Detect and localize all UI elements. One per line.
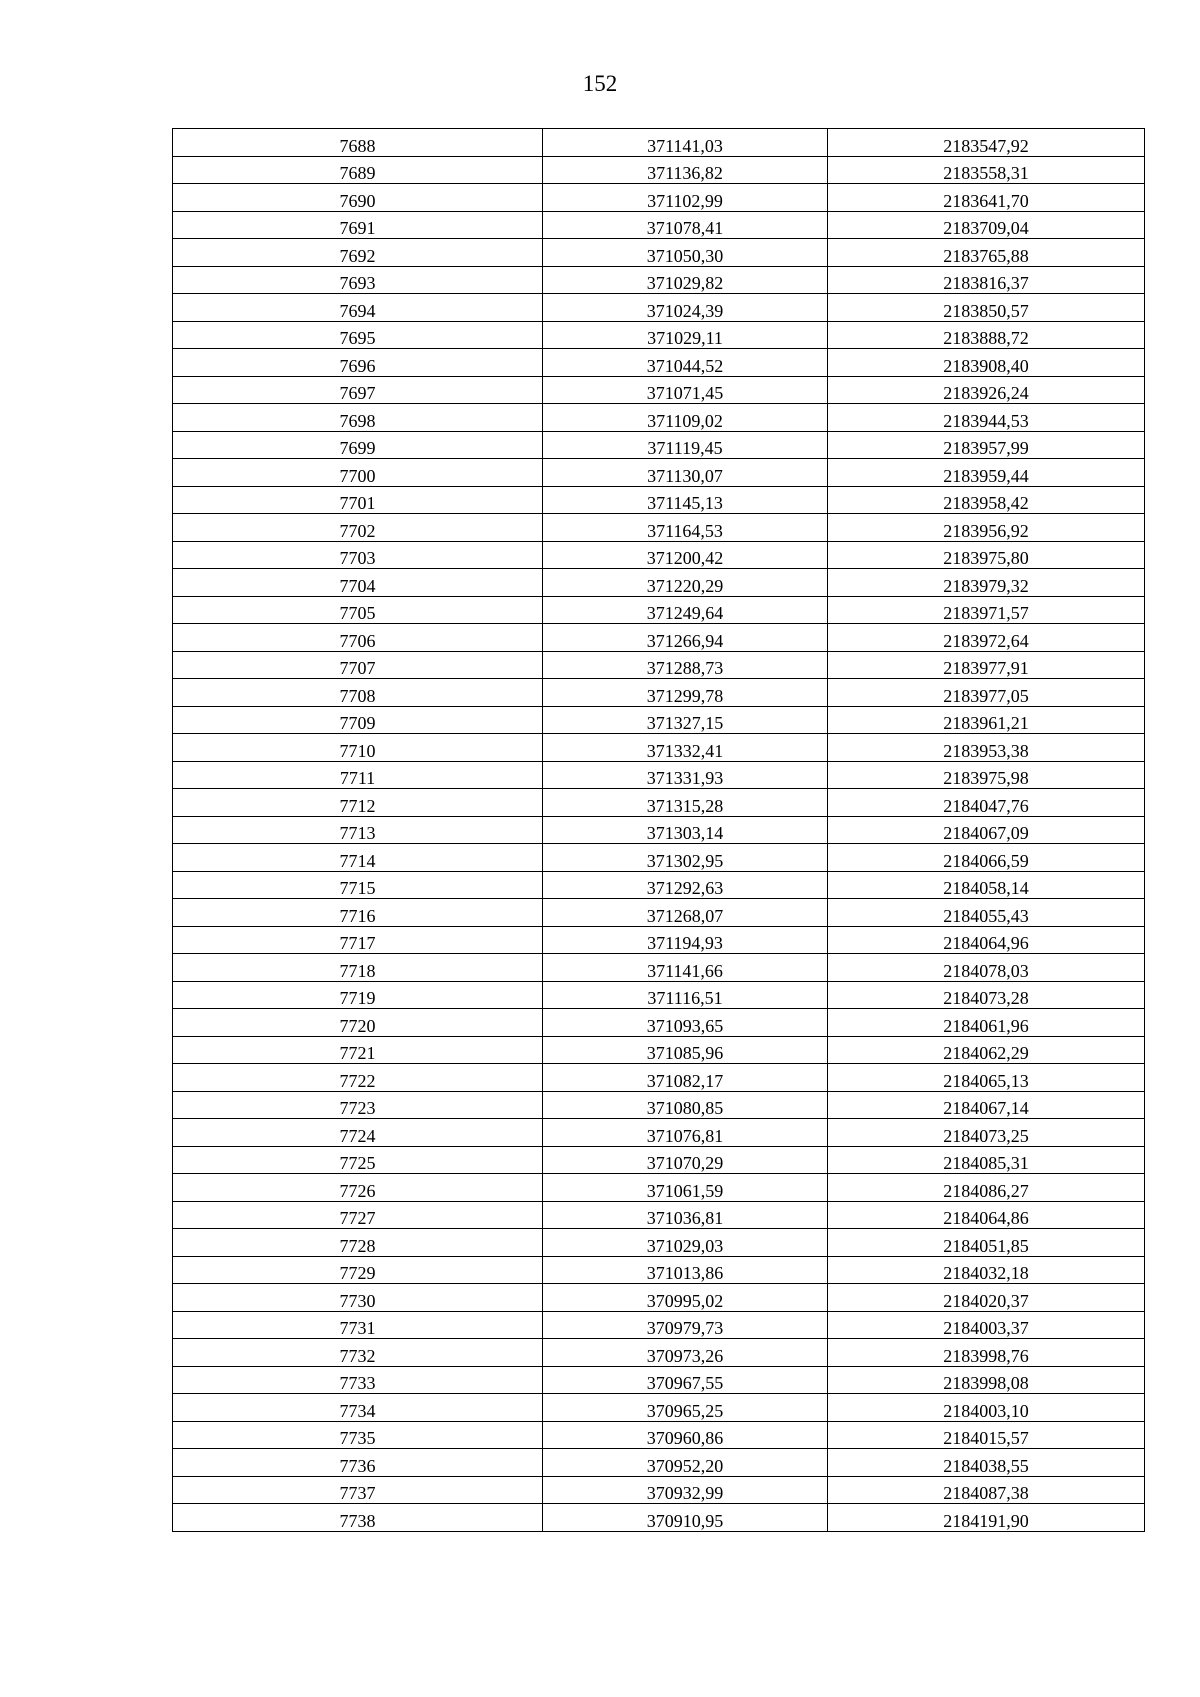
x-coordinate-cell: 371220,29 [543,569,828,597]
y-coordinate-cell: 2184055,43 [828,899,1145,927]
point-number-cell: 7713 [173,816,543,844]
y-coordinate-cell: 2183944,53 [828,404,1145,432]
y-coordinate-cell: 2184085,31 [828,1146,1145,1174]
y-coordinate-cell: 2183977,91 [828,651,1145,679]
x-coordinate-cell: 371299,78 [543,679,828,707]
x-coordinate-cell: 371332,41 [543,734,828,762]
y-coordinate-cell: 2183959,44 [828,459,1145,487]
point-number-cell: 7724 [173,1119,543,1147]
point-number-cell: 7704 [173,569,543,597]
y-coordinate-cell: 2183975,98 [828,761,1145,789]
y-coordinate-cell: 2183972,64 [828,624,1145,652]
point-number-cell: 7688 [173,129,543,157]
table-row [173,734,1145,762]
point-number-cell: 7710 [173,734,543,762]
table-row [173,1064,1145,1092]
table-row [173,1174,1145,1202]
x-coordinate-cell: 371302,95 [543,844,828,872]
point-number-cell: 7730 [173,1284,543,1312]
table-row [173,789,1145,817]
point-number-cell: 7693 [173,266,543,294]
point-number-cell: 7707 [173,651,543,679]
x-coordinate-cell: 371266,94 [543,624,828,652]
x-coordinate-cell: 371327,15 [543,706,828,734]
table-row [173,954,1145,982]
y-coordinate-cell: 2183850,57 [828,294,1145,322]
x-coordinate-cell: 371331,93 [543,761,828,789]
x-coordinate-cell: 370910,95 [543,1504,828,1532]
x-coordinate-cell: 371288,73 [543,651,828,679]
table-row [173,294,1145,322]
table-row [173,321,1145,349]
point-number-cell: 7696 [173,349,543,377]
point-number-cell: 7706 [173,624,543,652]
table-row [173,459,1145,487]
x-coordinate-cell: 371036,81 [543,1201,828,1229]
coordinates-table-body [173,129,1145,1532]
point-number-cell: 7694 [173,294,543,322]
y-coordinate-cell: 2183709,04 [828,211,1145,239]
point-number-cell: 7700 [173,459,543,487]
y-coordinate-cell: 2183956,92 [828,514,1145,542]
y-coordinate-cell: 2184020,37 [828,1284,1145,1312]
point-number-cell: 7715 [173,871,543,899]
y-coordinate-cell: 2184073,28 [828,981,1145,1009]
point-number-cell: 7689 [173,156,543,184]
y-coordinate-cell: 2184065,13 [828,1064,1145,1092]
point-number-cell: 7698 [173,404,543,432]
x-coordinate-cell: 371044,52 [543,349,828,377]
table-row [173,624,1145,652]
x-coordinate-cell: 371249,64 [543,596,828,624]
point-number-cell: 7737 [173,1476,543,1504]
table-row [173,1229,1145,1257]
y-coordinate-cell: 2184066,59 [828,844,1145,872]
y-coordinate-cell: 2184064,96 [828,926,1145,954]
y-coordinate-cell: 2183971,57 [828,596,1145,624]
y-coordinate-cell: 2183975,80 [828,541,1145,569]
y-coordinate-cell: 2184038,55 [828,1449,1145,1477]
table-row [173,1009,1145,1037]
y-coordinate-cell: 2184003,37 [828,1311,1145,1339]
point-number-cell: 7720 [173,1009,543,1037]
x-coordinate-cell: 371080,85 [543,1091,828,1119]
x-coordinate-cell: 371082,17 [543,1064,828,1092]
point-number-cell: 7702 [173,514,543,542]
table-row [173,349,1145,377]
table-row [173,1201,1145,1229]
x-coordinate-cell: 371141,66 [543,954,828,982]
table-row [173,129,1145,157]
table-row [173,816,1145,844]
x-coordinate-cell: 371024,39 [543,294,828,322]
x-coordinate-cell: 371076,81 [543,1119,828,1147]
y-coordinate-cell: 2183765,88 [828,239,1145,267]
x-coordinate-cell: 371078,41 [543,211,828,239]
x-coordinate-cell: 371029,82 [543,266,828,294]
table-row [173,926,1145,954]
table-row [173,239,1145,267]
table-row [173,1091,1145,1119]
table-row [173,1256,1145,1284]
y-coordinate-cell: 2184015,57 [828,1421,1145,1449]
table-row [173,1284,1145,1312]
y-coordinate-cell: 2183908,40 [828,349,1145,377]
table-row [173,266,1145,294]
table-row [173,404,1145,432]
table-row [173,486,1145,514]
point-number-cell: 7725 [173,1146,543,1174]
y-coordinate-cell: 2184003,10 [828,1394,1145,1422]
y-coordinate-cell: 2184078,03 [828,954,1145,982]
point-number-cell: 7719 [173,981,543,1009]
point-number-cell: 7690 [173,184,543,212]
table-row [173,871,1145,899]
table-row [173,899,1145,927]
table-row [173,651,1145,679]
point-number-cell: 7728 [173,1229,543,1257]
coordinates-table [172,128,1145,1532]
point-number-cell: 7701 [173,486,543,514]
point-number-cell: 7723 [173,1091,543,1119]
y-coordinate-cell: 2183926,24 [828,376,1145,404]
point-number-cell: 7709 [173,706,543,734]
table-row [173,1421,1145,1449]
table-row [173,596,1145,624]
y-coordinate-cell: 2183998,08 [828,1366,1145,1394]
table-row [173,1146,1145,1174]
x-coordinate-cell: 371315,28 [543,789,828,817]
x-coordinate-cell: 371029,03 [543,1229,828,1257]
point-number-cell: 7703 [173,541,543,569]
point-number-cell: 7695 [173,321,543,349]
point-number-cell: 7726 [173,1174,543,1202]
point-number-cell: 7729 [173,1256,543,1284]
y-coordinate-cell: 2183961,21 [828,706,1145,734]
table-row [173,1476,1145,1504]
x-coordinate-cell: 371085,96 [543,1036,828,1064]
point-number-cell: 7711 [173,761,543,789]
y-coordinate-cell: 2184047,76 [828,789,1145,817]
x-coordinate-cell: 371070,29 [543,1146,828,1174]
point-number-cell: 7699 [173,431,543,459]
x-coordinate-cell: 371109,02 [543,404,828,432]
point-number-cell: 7731 [173,1311,543,1339]
x-coordinate-cell: 371130,07 [543,459,828,487]
y-coordinate-cell: 2184032,18 [828,1256,1145,1284]
page-number: 152 [582,71,618,96]
point-number-cell: 7735 [173,1421,543,1449]
x-coordinate-cell: 371093,65 [543,1009,828,1037]
y-coordinate-cell: 2183977,05 [828,679,1145,707]
table-row [173,981,1145,1009]
point-number-cell: 7717 [173,926,543,954]
x-coordinate-cell: 370979,73 [543,1311,828,1339]
y-coordinate-cell: 2184073,25 [828,1119,1145,1147]
x-coordinate-cell: 371029,11 [543,321,828,349]
y-coordinate-cell: 2184086,27 [828,1174,1145,1202]
x-coordinate-cell: 370995,02 [543,1284,828,1312]
y-coordinate-cell: 2183816,37 [828,266,1145,294]
point-number-cell: 7716 [173,899,543,927]
point-number-cell: 7692 [173,239,543,267]
x-coordinate-cell: 371102,99 [543,184,828,212]
x-coordinate-cell: 371136,82 [543,156,828,184]
point-number-cell: 7712 [173,789,543,817]
table-row [173,541,1145,569]
x-coordinate-cell: 370952,20 [543,1449,828,1477]
y-coordinate-cell: 2184062,29 [828,1036,1145,1064]
x-coordinate-cell: 371141,03 [543,129,828,157]
table-row [173,1119,1145,1147]
point-number-cell: 7697 [173,376,543,404]
table-row [173,1449,1145,1477]
y-coordinate-cell: 2184061,96 [828,1009,1145,1037]
table-row [173,844,1145,872]
table-row [173,761,1145,789]
y-coordinate-cell: 2183547,92 [828,129,1145,157]
table-row [173,184,1145,212]
table-row [173,514,1145,542]
x-coordinate-cell: 371200,42 [543,541,828,569]
table-row [173,1394,1145,1422]
point-number-cell: 7736 [173,1449,543,1477]
x-coordinate-cell: 371061,59 [543,1174,828,1202]
table-row [173,156,1145,184]
y-coordinate-cell: 2183953,38 [828,734,1145,762]
table-row [173,211,1145,239]
y-coordinate-cell: 2184087,38 [828,1476,1145,1504]
y-coordinate-cell: 2184067,14 [828,1091,1145,1119]
point-number-cell: 7705 [173,596,543,624]
x-coordinate-cell: 371303,14 [543,816,828,844]
y-coordinate-cell: 2183998,76 [828,1339,1145,1367]
y-coordinate-cell: 2183641,70 [828,184,1145,212]
point-number-cell: 7727 [173,1201,543,1229]
x-coordinate-cell: 371050,30 [543,239,828,267]
x-coordinate-cell: 371119,45 [543,431,828,459]
table-row [173,569,1145,597]
point-number-cell: 7721 [173,1036,543,1064]
y-coordinate-cell: 2183979,32 [828,569,1145,597]
table-row [173,1366,1145,1394]
point-number-cell: 7714 [173,844,543,872]
x-coordinate-cell: 370967,55 [543,1366,828,1394]
x-coordinate-cell: 371145,13 [543,486,828,514]
y-coordinate-cell: 2184067,09 [828,816,1145,844]
x-coordinate-cell: 371164,53 [543,514,828,542]
y-coordinate-cell: 2183958,42 [828,486,1145,514]
table-row [173,1504,1145,1532]
table-row [173,706,1145,734]
point-number-cell: 7738 [173,1504,543,1532]
x-coordinate-cell: 370960,86 [543,1421,828,1449]
y-coordinate-cell: 2184191,90 [828,1504,1145,1532]
y-coordinate-cell: 2184058,14 [828,871,1145,899]
x-coordinate-cell: 371194,93 [543,926,828,954]
point-number-cell: 7691 [173,211,543,239]
table-row [173,1339,1145,1367]
y-coordinate-cell: 2183558,31 [828,156,1145,184]
point-number-cell: 7732 [173,1339,543,1367]
table-row [173,431,1145,459]
x-coordinate-cell: 371116,51 [543,981,828,1009]
point-number-cell: 7722 [173,1064,543,1092]
y-coordinate-cell: 2183888,72 [828,321,1145,349]
point-number-cell: 7734 [173,1394,543,1422]
y-coordinate-cell: 2183957,99 [828,431,1145,459]
table-row [173,1036,1145,1064]
table-row [173,679,1145,707]
y-coordinate-cell: 2184064,86 [828,1201,1145,1229]
point-number-cell: 7718 [173,954,543,982]
point-number-cell: 7708 [173,679,543,707]
table-row [173,376,1145,404]
x-coordinate-cell: 371268,07 [543,899,828,927]
x-coordinate-cell: 371013,86 [543,1256,828,1284]
x-coordinate-cell: 371071,45 [543,376,828,404]
table-row [173,1311,1145,1339]
x-coordinate-cell: 370973,26 [543,1339,828,1367]
x-coordinate-cell: 371292,63 [543,871,828,899]
y-coordinate-cell: 2184051,85 [828,1229,1145,1257]
point-number-cell: 7733 [173,1366,543,1394]
x-coordinate-cell: 370965,25 [543,1394,828,1422]
x-coordinate-cell: 370932,99 [543,1476,828,1504]
